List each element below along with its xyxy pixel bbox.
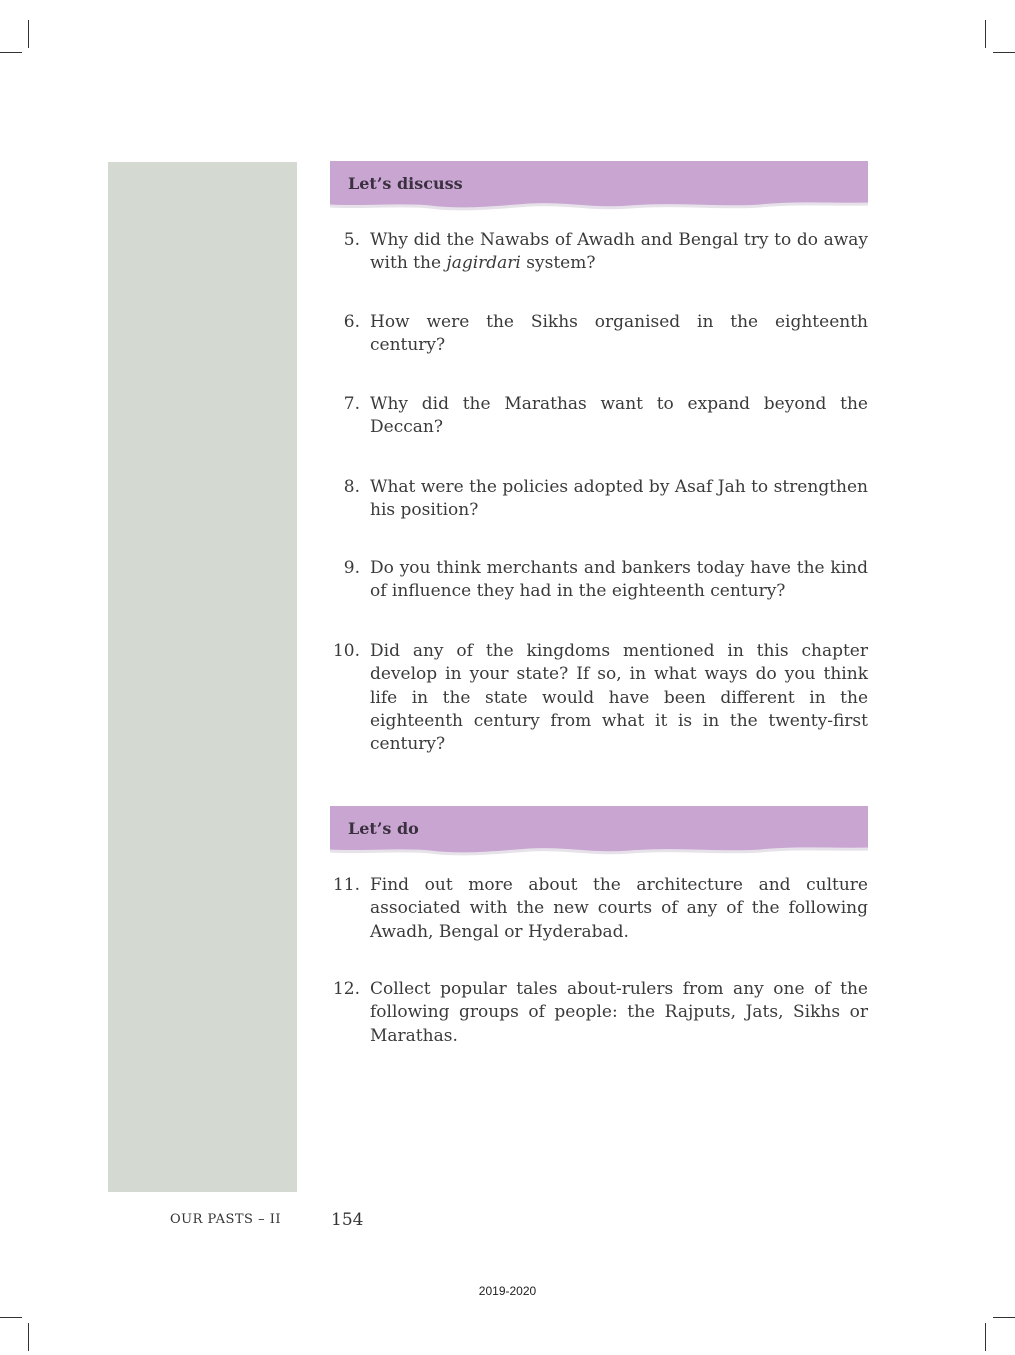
question-number: 9.: [343, 558, 360, 578]
section-heading: Let’s discuss: [348, 174, 463, 193]
question-text: Collect popular tales about-rulers from any one of the following groups of people: the Rajputs, Jats, Sikhs or Marathas.: [370, 979, 868, 1046]
crop-mark: [0, 1317, 22, 1318]
question-text: Did any of the kingdoms mentioned in this chapter develop in your state? If so, in what ways do you think life in the state would have been different in the eighteenth century from what it is in the twenty-first century?: [370, 641, 868, 755]
section-banner-discuss: [330, 161, 868, 213]
question-number: 6.: [343, 312, 360, 332]
question-item: [330, 557, 868, 604]
emphasized-term: jagirdari: [446, 253, 521, 274]
question-item: [330, 476, 868, 523]
question-number: 7.: [343, 394, 360, 414]
crop-mark: [28, 20, 29, 48]
question-text: What were the policies adopted by Asaf Jah to strengthen his position?: [370, 477, 868, 521]
question-item: [330, 311, 868, 358]
book-title: OUR PASTS – II: [170, 1212, 281, 1227]
edition-year: 2019-2020: [478, 1284, 537, 1298]
question-item: [330, 640, 868, 756]
crop-mark: [993, 52, 1015, 53]
question-text: Why did the Marathas want to expand beyond the Deccan?: [370, 394, 868, 438]
question-text: Do you think merchants and bankers today have the kind of influence they had in the eighteenth century?: [370, 558, 868, 602]
page-number: 154: [331, 1210, 364, 1230]
crop-mark: [993, 1317, 1015, 1318]
question-item: [330, 874, 868, 944]
question-number: 11.: [332, 875, 360, 895]
question-number: 10.: [332, 641, 360, 661]
section-heading: Let’s do: [348, 819, 419, 838]
question-number: 8.: [343, 477, 360, 497]
question-item: [330, 229, 868, 276]
crop-mark: [28, 1323, 29, 1351]
question-item: [330, 393, 868, 440]
question-number: 12.: [332, 979, 360, 999]
question-text: Why did the Nawabs of Awadh and Bengal try to do away with the jagirdari system?: [370, 230, 868, 274]
section-banner-do: [330, 806, 868, 858]
margin-sidebar: [108, 162, 297, 1192]
question-number: 5.: [343, 230, 360, 250]
question-item: [330, 978, 868, 1048]
crop-mark: [985, 20, 986, 48]
crop-mark: [0, 52, 22, 53]
question-text: Find out more about the architecture and culture associated with the new courts of any of the following Awadh, Bengal or Hyderabad.: [370, 875, 868, 942]
question-text: How were the Sikhs organised in the eighteenth century?: [370, 312, 868, 356]
crop-mark: [985, 1323, 986, 1351]
